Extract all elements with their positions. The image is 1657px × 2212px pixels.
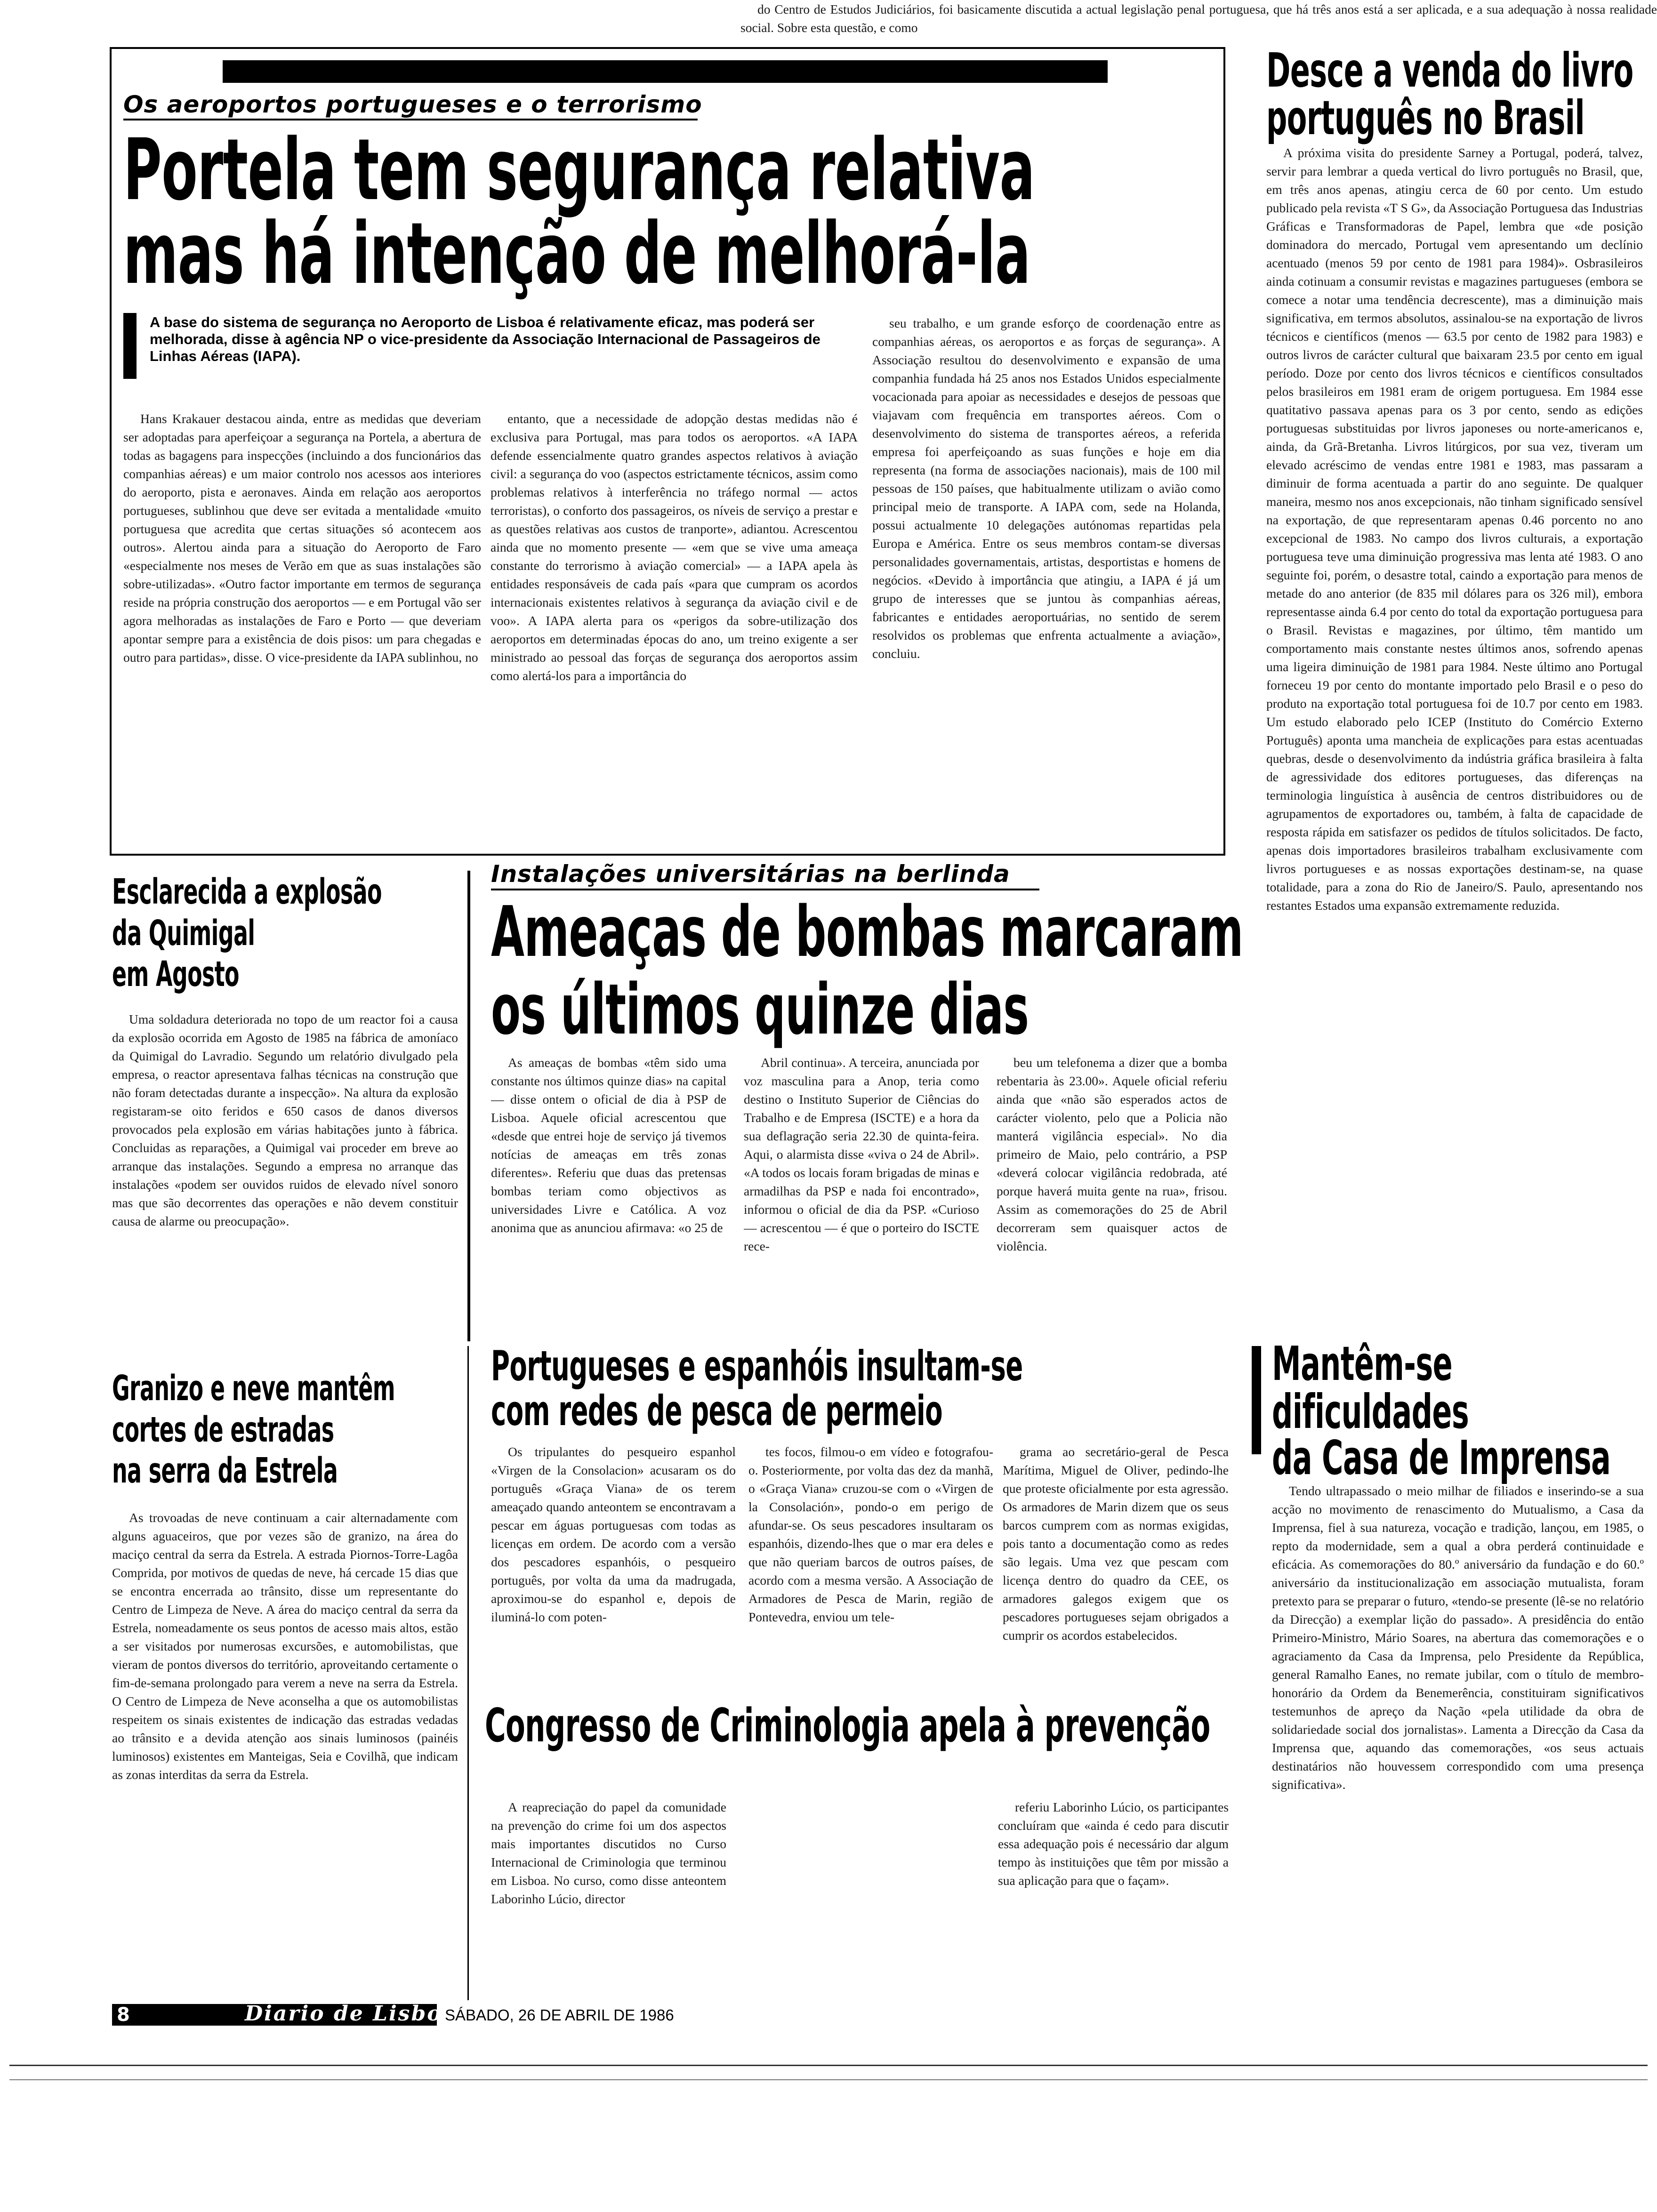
crim-body-col3: referiu Laborinho Lúcio, os participantes concluíram que «ainda é cedo para discutir essa adequação pois é necessário dar algum tempo às instituições que têm por missão a sua aplicação para que o façam». bbox=[998, 1800, 1229, 1888]
main-headline-line1: Portela tem segurança relativa bbox=[123, 121, 1035, 219]
quimigal-headline-line2: da Quimigal bbox=[112, 913, 255, 954]
main-kicker-underline bbox=[123, 119, 698, 120]
imprensa-vertical-bar bbox=[1252, 1346, 1261, 1454]
bombas-body-col1: As ameaças de bombas «têm sido uma constante nos últimos quinze dias» na capital — disse ontem o oficial de dia à PSP de Lisboa. Aquele oficial acrescentou que «desde que entrei hoje de serviço já tivemos notícias de ameaças em três zonas diferentes». Referiu que duas das pretensas bombas teriam como objectivos as universidades Livre e Católica. A voz anonima que as anunciou afirmava: «o 25 de bbox=[491, 1055, 726, 1235]
granizo-headline-line2: cortes de estradas bbox=[112, 1410, 334, 1450]
pesca-headline-line1: Portugueses e espanhóis insultam-se bbox=[491, 1342, 1023, 1390]
crim-body-col1: A reapreciação do papel da comunidade na prevenção do crime foi um dos aspectos mais importantes discutidos no Curso Internacional de Criminologia que terminou em Lisboa. No curso, como disse anteontem Laborinho Lúcio, director bbox=[491, 1800, 726, 1906]
bombas-kicker: Instalações universitárias na berlinda bbox=[491, 860, 1010, 888]
imprensa-headline-line2: dificuldades bbox=[1272, 1384, 1469, 1439]
granizo-headline-line3: na serra da Estrela bbox=[112, 1451, 338, 1491]
crim-headline: Congresso de Criminologia apela à prevenção bbox=[485, 1699, 1210, 1753]
main-body-col3: seu trabalho, e um grande esforço de coordenação entre as companhias aéreas, os aeroportos e as forças de segurança». A Associação resultou do desenvolvimento e expansão de uma companhia fundada há 25 anos nos Estados Unidos especialmente vocacionada para apoiar as necessidades e desejos de pessoas que viajavam com frequência em transportes aéreos. Com o desenvolvimento do sistema de transportes aéreos, a referida empresa foi aperfeiçoando as suas funções e hoje em dia representa (na forma de associações nacionais), mais de 100 mil pessoas de 150 países, que habitualmente utilizam o avião como principal meio de transporte. A IAPA com, sede na Holanda, possui actualmente 10 delegações autónomas repartidas pela Europa e América. Entre os seus membros contam-se diversas personalidades governamentais, artistas, desportistas e homens de negócios. «Devido à importância que atingiu, a IAPA é já um grupo de interesses que se juntou às companhias aéreas, fabricantes e entidades aeroportuárias, no sentido de serem resolvidos os problemas que enfrenta actualmente a aviação», concluiu. bbox=[872, 316, 1221, 661]
quimigal-body: Uma soldadura deteriorada no topo de um reactor foi a causa da explosão ocorrida em Agosto de 1985 na fábrica de amoníaco da Quimigal do Lavradio. Segundo um relatório divulgado pela empresa, o reactor apresentava falhas técnicas na construção que não foram detectadas durante a inspecção». Na altura da explosão registaram-se oito feridos e 650 casos de danos diversos provocados pela explosão em várias habitações junto à fábrica. Concluidas as reparações, a Quimigal vai proceder em breve ao arranque das instalações. Segundo a empresa no arranque das instalações «podem ser ouvidos ruidos de elevado nível sonoro mas que são decorrentes das operações e não devem constituir causa de alarme ou preocupação». bbox=[112, 1012, 458, 1228]
bombas-body-col3: beu um telefonema a dizer que a bomba rebentaria às 23.00». Aquele oficial referiu ainda que «não são esperados actos de carácter violento, pelo que a Policia não manterá vigilância especial». No dia primeiro de Maio, pelo contrário, a PSP «deverá colocar vigilância redobrada, até porque haverá muita gente na rua», frisou. Assim as comemorações do 25 de Abril decorreram sem quaisquer actos de violência. bbox=[997, 1055, 1227, 1253]
main-box-bottom-border bbox=[110, 854, 1225, 856]
pesca-headline-line2: com redes de pesca de permeio bbox=[491, 1387, 942, 1435]
main-lede-bar bbox=[123, 313, 137, 379]
bombas-kicker-underline bbox=[491, 889, 1039, 890]
scan-line-2 bbox=[9, 2079, 1648, 2080]
pesca-body-col2: tes focos, filmou-o em vídeo e fotografou-o. Posteriormente, por volta das dez da manhã, o «Graça Viana» cruzou-se com o «Virgen de la Consolación», pondo-o em perigo de afundar-se. Os seus pescadores insultaram os espanhóis, dizendo-lhes que o mar era deles e que não queriam barcos de outros países, de acordo com a mesma versão. A Associação de Armadores de Pesca de Marin, região de Pontevedra, enviou um tele- bbox=[748, 1444, 993, 1624]
main-box-left-border bbox=[110, 47, 112, 856]
crim-body-col2: do Centro de Estudos Judiciários, foi basicamente discutida a actual legislação penal portuguesa, que há três anos está a ser aplicada, e a sua adequação à nossa realidade social. Sobre esta questão, e como bbox=[740, 2, 1657, 35]
quimigal-headline-line1: Esclarecida a explosão bbox=[112, 872, 382, 912]
granizo-headline-line1: Granizo e neve mantêm bbox=[112, 1368, 395, 1409]
imprensa-body: Tendo ultrapassado o meio milhar de filiados e inserindo-se a sua acção no movimento de renascimento do Mutualismo, a Casa da Imprensa, fiel à sua natureza, vocação e tradição, lançou, em 1985, o repto da modernidade, sem a qual a obra perderá continuidade e eficácia. As comemorações do 80.º aniversário da fundação e do 60.º aniversário da institucionalização em associação mutualista, foram pretexto para se preparar o futuro, «tendo-se presente (lê-se no relatório da Direcção) a exemplar lição do passado». A presidência do então Primeiro-Ministro, Mário Soares, na abertura das comemorações e o agraciamento da Casa da Imprensa, pelo Presidente da República, general Ramalho Eanes, no remate jubilar, com o título de membro-honorário da Ordem da Benemerência, constituiram significativos testemunhos de apreço da Nação «pela utilidade da obra de solidariedade social dos jornalistas». Lamenta a Direcção da Casa da Imprensa que, aquando das comemorações, «os seus actuais destinatários não houvessem correspondido com uma presença significativa». bbox=[1272, 1483, 1644, 1792]
brasil-headline-line2: português no Brasil bbox=[1266, 90, 1585, 145]
imprensa-headline-line3: da Casa de Imprensa bbox=[1272, 1430, 1611, 1485]
footer-date: SÁBADO, 26 DE ABRIL DE 1986 bbox=[445, 2006, 674, 2024]
imprensa-headline-line1: Mantêm-se bbox=[1272, 1336, 1453, 1391]
granizo-body: As trovoadas de neve continuam a cair alternadamente com alguns aguaceiros, que por vezes são de granizo, na área do maciço central da serra da Estrela. A estrada Piornos-Torre-Lagôa Comprida, por motivos de quedas de neve, há cercade 15 dias que se encontra encerrada ao trânsito, disse um representante do Centro de Limpeza de Neve. A área do maciço central da serra da Estrela, nomeadamente os seus pontos de acesso mais altos, estão a ser visitados por numerosas excursões, e automobilistas, que vieram de pontos diversos do território, aproveitando certamente o fim-de-semana prolongado para verem a neve na serra da Estrela. O Centro de Limpeza de Neve aconselha a que os automobilistas respeitem os sinais existentes de indicação das estradas vedadas ao trânsito e a devida atenção aos sinais luminosos (painéis luminosos) existentes em Manteigas, Seia e Covilhã, que indicam as zonas interditas da serra da Estrela. bbox=[112, 1510, 458, 1782]
brasil-body: A próxima visita do presidente Sarney a Portugal, poderá, talvez, servir para lembrar a queda vertical do livro português no Brasil, que, em três anos apenas, atingiu cerca de 60 por cento. Um estudo publicado pela revista «T S G», da Associação Portuguesa das Industrias Gráficas e Transformadoras de Papel, lembra que «de posição dominadora do mercado, Portugal vem apresentando um declínio acentuado (menos 59 por cento de 1981 para 1984)». Osbrasileiros ainda cotinuam a consumir revistas e magazines partugueses (embora se comece a notar uma tendência decrescente), mas a diminuição mais significativa, em termos absolutos, assinalou-se na exportação de livros técnicos e científicos (menos — 63.5 por cento de 1982 para 1983) e outros livros de carácter cultural que baixaram 23.5 por cento em igual período. Doze por cento dos livros técnicos e científicos consultados pelos brasileiros em 1981 eram de origem portuguesa. Em 1984 esse quatitativo passava apenas para os 3 por cento, sendo as edições portuguesas substituidas por livros japoneses ou norte-americanos e, ainda, da Grã-Bretanha. Livros litúrgicos, por sua vez, tiveram um elevado acréscimo de vendas entre 1981 e 1983, mas passaram a diminuir de forma acentuada a partir do ano seguinte. De qualquer maneira, mesmo nos anos excepcionais, não tinham significado sensível na exportação, de que representaram apenas 0.46 porcento no ano excepcional de 1983. No campo dos livros culturais, a exportação portuguesa teve uma diminuição progressiva mas lenta até 1983. O ano seguinte foi, porém, o desastre total, caindo a exportação para menos de metade do ano anterior (de 835 mil dólares para os 326 mil), embora representasse ainda 6.4 por cento do total da exportação portuguesa para o Brasil. Revistas e magazines, por último, têm mantido um comportamento mais constante nestes últimos anos, sofrendo apenas uma ligeira diminuição de 1981 para 1984. Neste último ano Portugal forneceu 19 por cento do montante importado pelo Brasil e o peso do produto na exportação total portuguesa foi de 10.7 por cento em 1983. Um estudo elaborado pelo ICEP (Instituto do Comércio Externo Português) aponta uma mancheia de explicações para estas acentuadas quebras, desde o desenvolvimento da indústria gráfica brasileira à falta de agressividade dos editores portugueses, das diferenças na terminologia linguística à ausência de centros distribuidores ou de agrupamentos de exportadores ou, também, à falta de capacidade de resposta rápida em satisfazer os pedidos de títulos solicitados. De facto, apenas dois importadores brasileiros trabalham exclusivamente com livros portugueses e as nossas exportações destinam-se, na quase totalidade, para a zona do Rio de Janeiro/S. Paulo, apresentando nos restantes Estados uma expansão extremamente reduzida. bbox=[1266, 145, 1643, 913]
brasil-headline-line1: Desce a venda do livro bbox=[1266, 43, 1633, 98]
main-body-col1: Hans Krakauer destacou ainda, entre as medidas que deveriam ser adoptadas para aperfeiçoar a segurança na Portela, a abertura de todas as bagagens para inspecções (incluindo a dos funcionários das companhias aéreas) e um maior controlo nos acessos aos interiores do aeroporto, pista e aeronaves. Ainda em relação aos aeroportos portugueses, sublinhou que deve ser evitada a mentalidade «muito portuguesa que acredita que certas situações só acontecem aos outros». Alertou ainda para a situação do Aeroporto de Faro «especialmente nos meses de Verão em que as suas instalações são sobre-utilizadas». «Outro factor importante em termos de segurança reside na própria construção dos aeroportos — e em Portugal vão ser agora melhoradas as instalações de Faro e Porto — que deveriam apontar sempre para a existência de dois pisos: um para chegadas e outro para partidas», disse. O vice-presidente da IAPA sublinhou, no bbox=[123, 411, 481, 665]
main-kicker: Os aeroportos portugueses e o terrorismo bbox=[123, 91, 702, 118]
bombas-body-col2: Abril continua». A terceira, anunciada por voz masculina para a Anop, teria como destino o Instituto Superior de Ciências do Trabalho e de Empresa (ISCTE) e a hora da sua deflagração seria 22.30 de quinta-feira. Aqui, o alarmista disse «viva o 24 de Abril». «A todos os locais foram brigadas de minas e armadilhas da PSP e nada foi encontrado», informou o oficial de dia da PSP. «Curioso — acrescentou — é que o porteiro do ISCTE rece- bbox=[744, 1055, 979, 1253]
quimigal-headline-line3: em Agosto bbox=[112, 954, 239, 994]
bombas-headline-line1: Ameaças de bombas marcaram bbox=[491, 891, 1243, 972]
pesca-body-col3: grama ao secretário-geral de Pesca Marítima, Miguel de Oliver, pedindo-lhe que proteste oficialmente por esta agressão. Os armadores de Marin dizem que os seus barcos cumprem com as normas exigidas, pois tanto a documentação como as redes são legais. Uma vez que pescam com licença dentro do quadro da CEE, os armadores galegos exigem que os pescadores portugueses sejam obrigados a cumprir os acordos estabelecidos. bbox=[1003, 1444, 1229, 1643]
main-lede: A base do sistema de segurança no Aeroporto de Lisboa é relativamente eficaz, mas poderá ser melhorada, disse à agência NP o vice-presidente da Associação Internacional de Passageiros de Linhas Aéreas (IAPA). bbox=[150, 314, 820, 364]
main-headline-line2: mas há intenção de melhorá-la bbox=[123, 205, 1030, 303]
footer-page-number: 8 bbox=[117, 2004, 130, 2026]
main-body-col2: entanto, que a necessidade de adopção destas medidas não é exclusiva para Portugal, mas para todos os aeroportos. «A IAPA defende essencialmente quatro grandes aspectos relativos à aviação civil: a segurança do voo (aspectos estrictamente técnicos, assim como problemas relativos à interferência no tráfego normal — actos terroristas), o conforto dos passageiros, os níveis de serviço a prestar e as questões relativas aos custos de tranporte», adiantou. Acrescentou ainda que no momento presente — «em que se vive uma ameaça constante do terrorismo à aviação comercial» — a IAPA apela às entidades responsáveis de cada país «para que cumpram os acordos internacionais existentes relativos à segurança da aviação civil e de voo». A IAPA alerta para os «perigos da sobre-utilização dos aeroportos em determinadas épocas do ano, um treino exigente a ser ministrado ao pessoal das forças de segurança dos aeroportos assim como alertá-los para a importância do bbox=[491, 411, 858, 683]
footer-masthead: Diario de Lisboa bbox=[245, 2002, 458, 2026]
scan-line-1 bbox=[9, 2065, 1648, 2066]
pesca-body-col1: Os tripulantes do pesqueiro espanhol «Virgen de la Consolacion» acusaram os do português «Graça Viana» de os terem ameaçado quando anteontem se encontravam a pescar em águas portuguesas com todas as licenças em ordem. De acordo com a versão dos pescadores espanhóis, o pesqueiro português, por volta da uma da madrugada, aproximou-se do espanhol e, depois de iluminá-lo com poten- bbox=[491, 1444, 736, 1624]
center-left-rule bbox=[467, 871, 470, 1341]
center-left-rule-2 bbox=[467, 1346, 469, 2000]
bombas-headline-line2: os últimos quinze dias bbox=[491, 969, 1029, 1050]
